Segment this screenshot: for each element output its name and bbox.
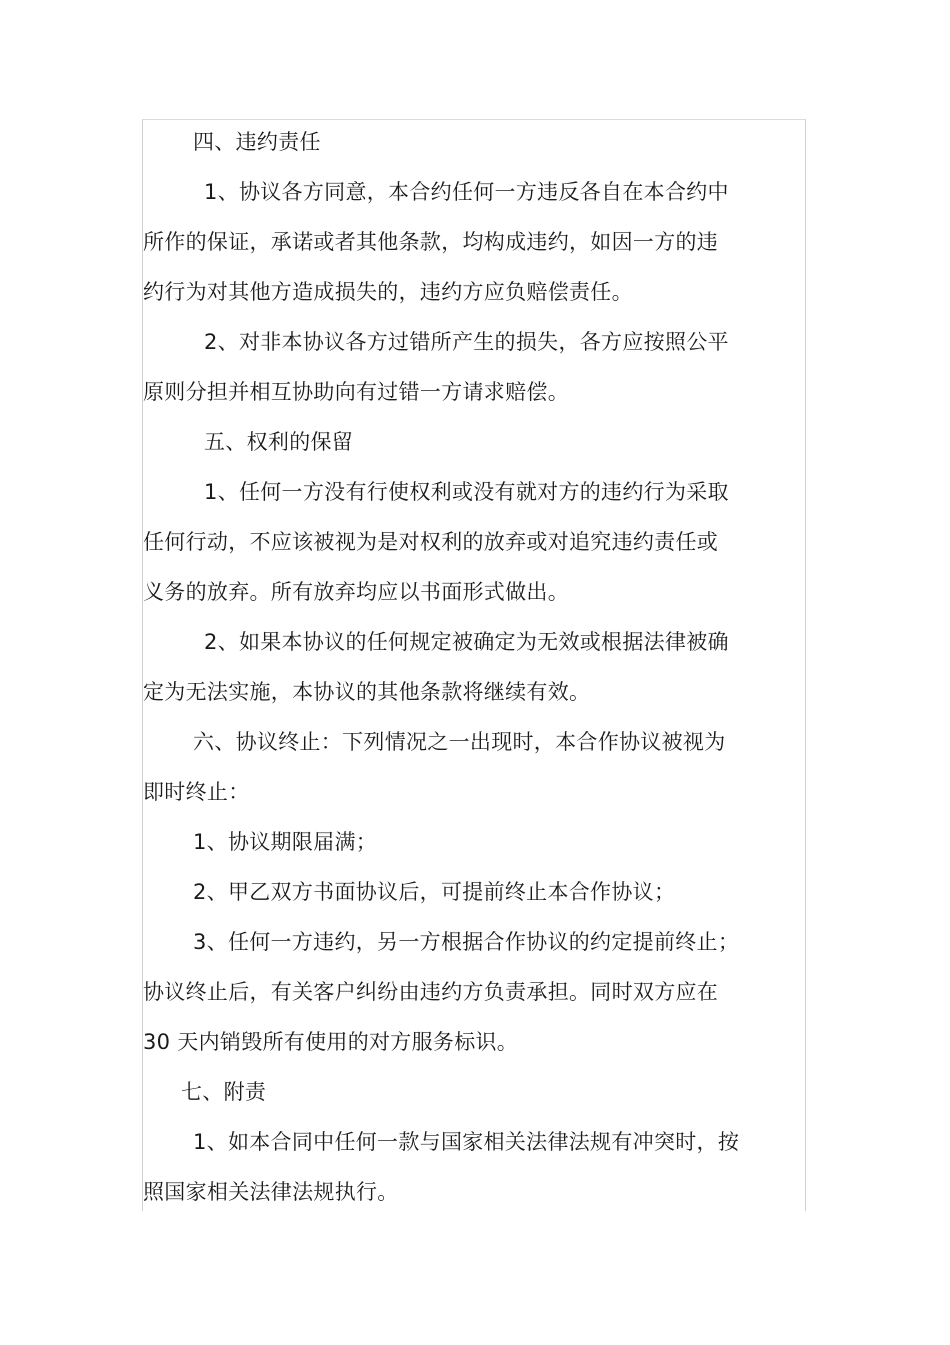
paragraph-line: 约行为对其他方造成损失的，违约方应负赔偿责任。 [143,280,633,304]
paragraph-line: 原则分担并相互协助向有过错一方请求赔偿。 [143,380,569,404]
section-heading-termination: 六、协议终止：下列情况之一出现时，本合作协议被视为 [193,730,726,754]
list-item: 3、任何一方违约，另一方根据合作协议的约定提前终止； [193,930,740,954]
list-item: 2、甲乙双方书面协议后，可提前终止本合作协议； [193,880,676,904]
document-page [142,119,806,1211]
paragraph-line: 2、如果本协议的任何规定被确定为无效或根据法律被确 [204,630,729,654]
paragraph-line: 所作的保证，承诺或者其他条款，均构成违约，如因一方的违 [143,230,719,254]
paragraph-line: 1、如本合同中任何一款与国家相关法律法规有冲突时，按 [193,1130,740,1154]
paragraph-line: 照国家相关法律法规执行。 [143,1180,399,1204]
paragraph-line: 30 天内销毁所有使用的对方服务标识。 [143,1030,519,1054]
paragraph-line: 定为无法实施，本协议的其他条款将继续有效。 [143,680,591,704]
paragraph-line: 协议终止后，有关客户纠纷由违约方负责承担。同时双方应在 [143,980,719,1004]
section-heading-breach: 四、违约责任 [193,130,321,154]
list-item: 1、协议期限届满； [193,830,378,854]
paragraph-line: 1、任何一方没有行使权利或没有就对方的违约行为采取 [204,480,729,504]
paragraph-line: 2、对非本协议各方过错所产生的损失，各方应按照公平 [204,330,729,354]
paragraph-line: 即时终止： [143,780,250,804]
section-heading-rights: 五、权利的保留 [204,430,354,454]
paragraph-line: 义务的放弃。所有放弃均应以书面形式做出。 [143,580,569,604]
paragraph-line: 任何行动，不应该被视为是对权利的放弃或对追究违约责任或 [143,530,719,554]
section-heading-supplementary: 七、附责 [181,1080,267,1104]
paragraph-line: 1、协议各方同意，本合约任何一方违反各自在本合约中 [204,180,729,204]
